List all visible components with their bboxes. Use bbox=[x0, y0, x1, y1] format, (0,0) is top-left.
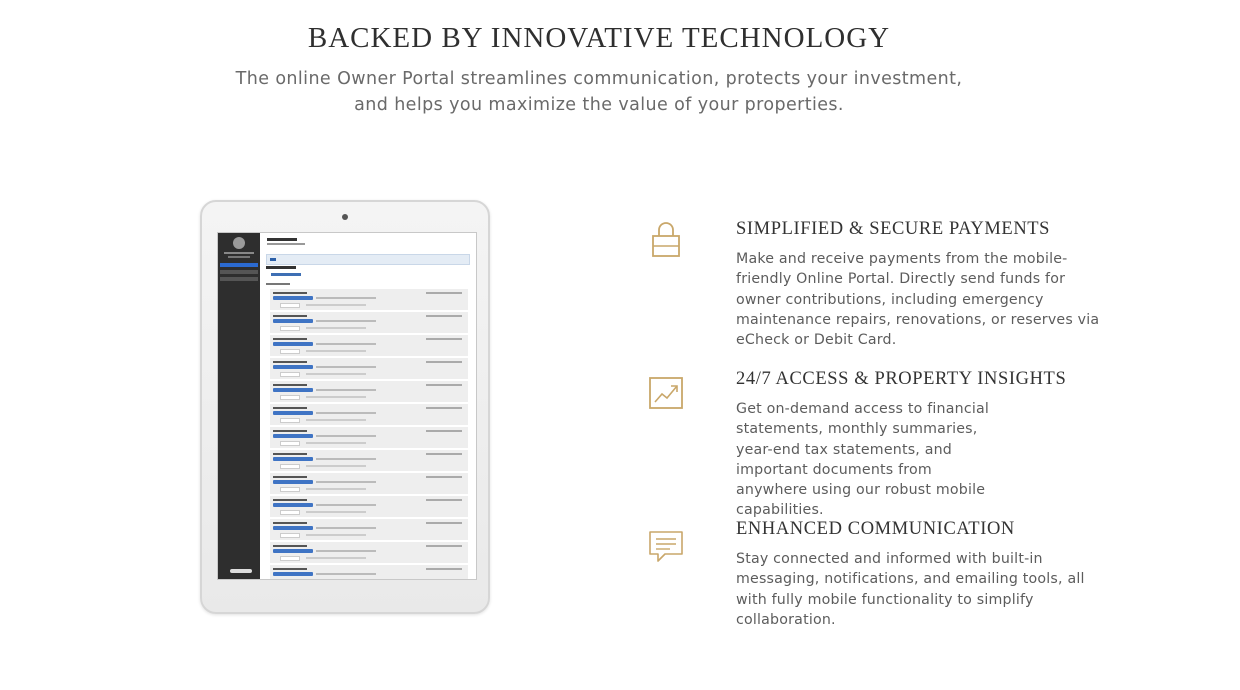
section-title: BACKED BY INNOVATIVE TECHNOLOGY bbox=[307, 22, 891, 54]
section-subtitle: The online Owner Portal streamlines communication, protects your investment, and helps you maximize the value of your properties. bbox=[235, 69, 963, 115]
feature-description: Make and receive payments from the mobile-friendly Online Portal. Directly send funds for owner contributions, including emergency maintenance repairs, renovations, or reserves via eCheck or Debit Card. bbox=[736, 251, 1100, 349]
portal-main bbox=[264, 233, 470, 579]
statement-row bbox=[270, 473, 468, 496]
feature-description: Stay connected and informed with built-in messaging, notifications, and emailing tools, all with fully mobile functionality to simplify collaboration. bbox=[736, 551, 1085, 628]
statement-row bbox=[270, 519, 468, 542]
statement-row bbox=[270, 404, 468, 427]
feature-description: Get on-demand access to financial statements, monthly summaries, year-end tax statements, and important documents from anywhere using our robust mobile capabilities. bbox=[736, 401, 990, 519]
statement-row bbox=[270, 542, 468, 565]
portal-sidebar bbox=[218, 233, 260, 579]
statement-row bbox=[270, 450, 468, 473]
statement-row bbox=[270, 312, 468, 335]
statement-row bbox=[270, 496, 468, 519]
statement-list bbox=[270, 289, 468, 579]
message-icon bbox=[648, 529, 684, 569]
tablet-camera bbox=[342, 214, 348, 220]
statement-row bbox=[270, 427, 468, 450]
statement-row bbox=[270, 335, 468, 358]
feature-title: 24/7 ACCESS & PROPERTY INSIGHTS bbox=[736, 369, 1067, 389]
chart-icon bbox=[648, 375, 684, 415]
statement-row bbox=[270, 565, 468, 580]
statement-row bbox=[270, 358, 468, 381]
feature-title: SIMPLIFIED & SECURE PAYMENTS bbox=[736, 219, 1051, 239]
tablet-mockup-image bbox=[200, 200, 490, 614]
statement-row bbox=[270, 289, 468, 312]
feature-title: ENHANCED COMMUNICATION bbox=[736, 519, 1015, 539]
statement-row bbox=[270, 381, 468, 404]
portal-screenshot bbox=[217, 232, 477, 580]
lock-icon bbox=[648, 219, 684, 259]
